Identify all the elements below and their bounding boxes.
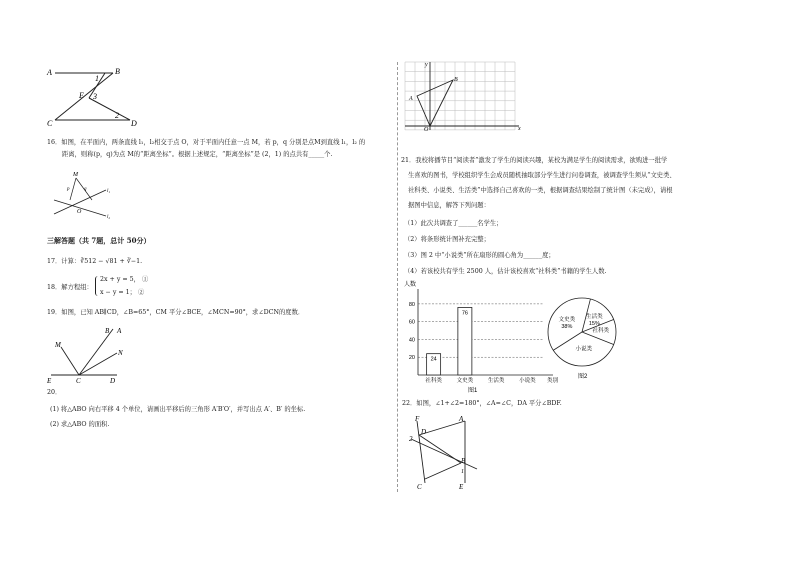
bar-category-label: 社科类 [425, 378, 442, 384]
q18-brace [95, 276, 99, 296]
q21-sub3: （3）图 2 中“小说类”所在扇形的圆心角为______度； [404, 252, 555, 259]
pie-caption: 图2 [578, 374, 588, 380]
fig15-label-E: E [79, 91, 84, 100]
q16-line1: 16．如图，在平面内，两条直线 l₁，l₂相交于点 O，对于平面内任意一点 M，若 p，q 分别是点M到直线 l₁，l₂ 的 [47, 139, 366, 146]
q19-text: 19．如图，已知 AB∥CD，∠B=65°，CM 平分∠BCE，∠MCN=90°，求∠DCN的度数． [47, 309, 305, 316]
q20-label: 20． [47, 389, 62, 396]
fig15-label-n2: 2 [115, 111, 119, 120]
fig22-label-F: F [415, 415, 420, 423]
section3-heading: 三解答题（共 7题，总计 50分） [47, 236, 151, 245]
q18-eq1: 2x + y = 5， ① [100, 276, 149, 283]
fig22-label-n1: 1 [461, 469, 464, 475]
fig19-label-A: A [117, 327, 122, 335]
bar-ytick-label: 80 [408, 301, 415, 308]
fig22-label-A: A [459, 415, 464, 423]
fig15-label-A: A [47, 68, 52, 77]
q21-line3: 社科类、小说类、生活类”中选择自己喜欢的一类，根据调查结果绘制了统计图（未完成），请根 [408, 187, 673, 194]
figure-22 [405, 413, 485, 491]
figure-15 [45, 62, 140, 127]
bar-category-label: 小说类 [519, 378, 536, 384]
fig16-label-M: M [73, 172, 78, 178]
column-divider [397, 62, 398, 492]
grid-label-B: B [454, 77, 458, 83]
figure-16 [50, 168, 110, 226]
bar-xlabel: 类别 [547, 378, 559, 384]
q20-line2: (2) 求△ABO 的面积. [50, 421, 110, 428]
q22-text: 22．如图，∠1+∠2=180°，∠A=∠C，DA 平分∠BDF. [402, 400, 562, 407]
bar-category-label: 文史类 [456, 378, 474, 384]
fig19-label-E: E [47, 377, 52, 385]
fig19-label-M: M [55, 341, 61, 349]
grid-label-O: O [424, 127, 429, 133]
fig22-label-E: E [459, 483, 464, 491]
pie-slice-label: 小说类 [575, 346, 593, 353]
bar-1 [458, 307, 472, 375]
pie-slice-label: 社科类 [592, 327, 609, 334]
q21-line1: 21．我校将播节目“阅读者”激发了学生的阅读兴趣，某校为满足学生的阅读需求，欲购进一批学 [401, 157, 668, 164]
fig15-label-n3: 3 [93, 92, 97, 101]
pie-slice-label: 生活类 [586, 313, 603, 320]
fig16-label-q: q [84, 187, 87, 192]
fig22-label-C: C [417, 483, 422, 491]
bar-data-label: 76 [461, 310, 468, 317]
q21-line4: 据图中信息，解答下列问题： [408, 202, 490, 209]
q18-eq2: x − y = 1； ② [100, 289, 145, 296]
fig22-label-n2: 2 [409, 435, 413, 443]
bar-data-label: 24 [430, 356, 437, 363]
bar-ytick-label: 60 [408, 319, 415, 326]
q20-line1: (1) 将△ABO 向右平移 4 个单位，请画出平移后的三角形 A′B′O′，并写出点 A′、B′ 的坐标. [50, 406, 306, 413]
pie-chart [540, 290, 630, 390]
fig19-label-B: B [105, 327, 110, 335]
figure-19 [45, 325, 135, 385]
bar-ytick-label: 20 [408, 355, 415, 362]
grid-label-A: A [409, 96, 413, 102]
grid-figure [403, 60, 523, 135]
q18-label: 18．解方程组： [47, 284, 93, 291]
bar-caption: 图1 [468, 388, 478, 394]
fig15-label-n1: 1 [95, 74, 99, 83]
grid-lines [405, 62, 515, 130]
fig15-label-C: C [47, 119, 53, 128]
pie-slice-label: 文史类 [558, 317, 576, 324]
pie-slice-pct: 15% [588, 320, 600, 327]
bar-ylabel: 人数 [404, 282, 417, 288]
fig16-label-l1: l₁ [107, 189, 111, 194]
q21-sub4: （4）若该校共有学生 2500 人，估计该校喜欢“社科类”书籍的学生人数. [404, 268, 607, 275]
grid-label-x: x [518, 126, 521, 132]
q21-sub2: （2）将条形统计图补充完整； [404, 236, 490, 243]
fig22-label-B: B [461, 457, 466, 465]
q16-line2: 距离，则称(p，q)为点 M的“距离坐标”。根据上述规定，“距离坐标”是 (2，1) 的点共有_____个. [62, 151, 333, 158]
fig16-label-O: O [77, 209, 82, 215]
grid-label-y: y [425, 62, 428, 68]
q21-sub1: （1）此次共调查了______名学生； [404, 220, 503, 227]
fig19-label-D: D [110, 377, 116, 385]
pie-slice-pct: 38% [561, 324, 573, 331]
fig19-label-C: C [76, 377, 81, 385]
bar-chart [400, 280, 560, 395]
q17-text: 17．计算：∛512 − √81 + ∛−1. [47, 258, 143, 265]
fig22-label-D: D [421, 428, 427, 436]
bar-category-label: 生活类 [487, 378, 505, 384]
fig16-label-p: p [67, 187, 70, 192]
q21-line2: 生喜欢的图书，学校组织学生会成员随机抽取部分学生进行问卷调查，被调查学生须从“文史类、 [408, 172, 676, 179]
fig15-label-B: B [115, 67, 120, 76]
fig16-label-l2: l₂ [107, 215, 111, 220]
bar-ytick-label: 40 [408, 337, 415, 344]
fig15-label-D: D [131, 119, 137, 128]
fig19-label-N: N [118, 349, 123, 357]
